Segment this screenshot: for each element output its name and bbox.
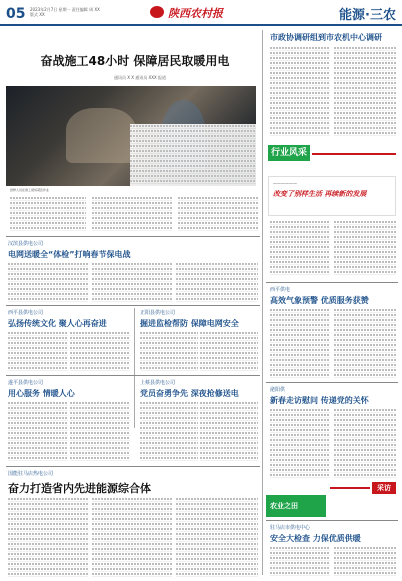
right-rule-1 bbox=[266, 282, 398, 283]
mid-divider bbox=[134, 308, 135, 428]
right-story-1-kicker: 西平供电 bbox=[270, 287, 291, 293]
middle-story-2-body-2 bbox=[200, 401, 258, 461]
interview-tag: 采访 bbox=[372, 482, 396, 494]
right-story-2-body-2 bbox=[334, 408, 396, 478]
middle-story-1-kicker: 正阳县供电公司 bbox=[140, 310, 176, 316]
right-top-body-1 bbox=[270, 46, 330, 136]
left-story-3-body-2 bbox=[70, 401, 130, 461]
left-story-3-body-1 bbox=[8, 401, 68, 461]
bottom-story-headline: 奋力打造省内先进能源综合体 bbox=[8, 482, 151, 495]
right-story-2-body-1 bbox=[270, 408, 330, 478]
ad-box bbox=[266, 495, 326, 517]
left-story-3-headline: 用心服务 情暖人心 bbox=[8, 389, 75, 398]
feature-body-1 bbox=[270, 220, 330, 278]
left-story-2-headline: 弘扬传统文化 聚人心再奋进 bbox=[8, 319, 107, 328]
interview-banner-rule bbox=[330, 487, 370, 489]
bottom-story-body-2 bbox=[92, 497, 172, 577]
right-story-1-body-2 bbox=[334, 308, 396, 378]
page-number: 05 bbox=[6, 6, 26, 22]
lead-body-inset bbox=[130, 124, 256, 186]
left-story-1-body-2 bbox=[92, 262, 172, 302]
masthead-title: 陕西农村报 bbox=[168, 7, 223, 20]
bottom-story-body-1 bbox=[8, 497, 88, 577]
right-story-3-body-1 bbox=[270, 546, 330, 576]
right-story-3-body-2 bbox=[334, 546, 396, 576]
column-divider bbox=[262, 30, 263, 575]
header-rule bbox=[0, 24, 402, 26]
right-rule-3 bbox=[266, 520, 398, 521]
right-story-3-headline: 安全大检查 力保优质供暖 bbox=[270, 534, 361, 543]
lead-bottom-rule bbox=[6, 236, 260, 237]
industry-banner bbox=[268, 143, 396, 165]
right-story-1-headline: 高效气象预警 优质服务获赞 bbox=[270, 296, 369, 305]
newspaper-logo-icon bbox=[150, 6, 164, 18]
middle-story-1-body-2 bbox=[200, 331, 258, 371]
ad-label: 农业之田 bbox=[270, 502, 298, 510]
lead-body-col-1 bbox=[10, 196, 86, 232]
feature-headline: 改变了别样生活 再续新的发展 bbox=[273, 190, 367, 198]
masthead bbox=[150, 3, 230, 21]
industry-tag: 行业风采 bbox=[268, 145, 310, 161]
right-top-body-2 bbox=[334, 46, 396, 136]
left-story-1-body-3 bbox=[176, 262, 258, 302]
left-story-1-body-1 bbox=[8, 262, 88, 302]
right-story-2-kicker: 泌阳供 bbox=[270, 387, 286, 393]
middle-story-2-kicker: 上蔡县供电公司 bbox=[140, 380, 176, 386]
right-story-3-kicker: 驻马店市供电中心 bbox=[270, 525, 311, 531]
feature-kicker: —————— bbox=[273, 181, 297, 186]
banner-rule bbox=[312, 153, 396, 155]
right-story-2-headline: 新春走访慰问 传递党的关怀 bbox=[270, 396, 369, 405]
feature-body-2 bbox=[334, 220, 396, 278]
left-story-2-body-2 bbox=[70, 331, 130, 371]
right-story-1-body-1 bbox=[270, 308, 330, 378]
bottom-story-body-3 bbox=[176, 497, 258, 577]
issue-date: 2023年2月7日 星期一 责任编辑 周 XX 版式 XX bbox=[30, 7, 100, 17]
left-story-1-rule bbox=[6, 305, 260, 306]
interview-banner bbox=[330, 482, 396, 494]
middle-story-2-headline: 党员奋勇争先 深夜抢修送电 bbox=[140, 389, 239, 398]
left-story-2-body-1 bbox=[8, 331, 68, 371]
lead-body-col-2 bbox=[92, 196, 172, 232]
middle-story-1-body-1 bbox=[140, 331, 198, 371]
left-story-3-kicker: 遂平县供电公司 bbox=[8, 380, 44, 386]
feature-box bbox=[268, 176, 396, 216]
lead-byline: 通讯员 X X 通讯员 XXX 报道 bbox=[113, 75, 167, 80]
left-story-2-kicker: 西平县供电公司 bbox=[8, 310, 44, 316]
lead-headline: 奋战施工48小时 保障居民取暖用电 bbox=[40, 54, 230, 68]
right-top-headline: 市政协调研组到市农机中心调研 bbox=[270, 33, 382, 42]
right-rule-2 bbox=[266, 382, 398, 383]
left-story-1-kicker: 汉滨县供电公司 bbox=[8, 241, 44, 247]
row-rule-3 bbox=[6, 466, 260, 467]
row-rule-2 bbox=[6, 375, 260, 376]
lead-photo-caption: 抢修人员在施工现场紧张作业 bbox=[10, 188, 50, 192]
middle-story-1-headline: 掘进监检帮防 保障电网安全 bbox=[140, 319, 239, 328]
middle-story-2-body-1 bbox=[140, 401, 198, 461]
left-story-1-headline: 电网送暖全“体检”打响春节保电战 bbox=[8, 250, 131, 259]
lead-body-col-3 bbox=[178, 196, 258, 232]
bottom-story-kicker: 国能驻马店热电公司 bbox=[8, 471, 54, 477]
section-title: 能源·三农 bbox=[339, 8, 396, 23]
